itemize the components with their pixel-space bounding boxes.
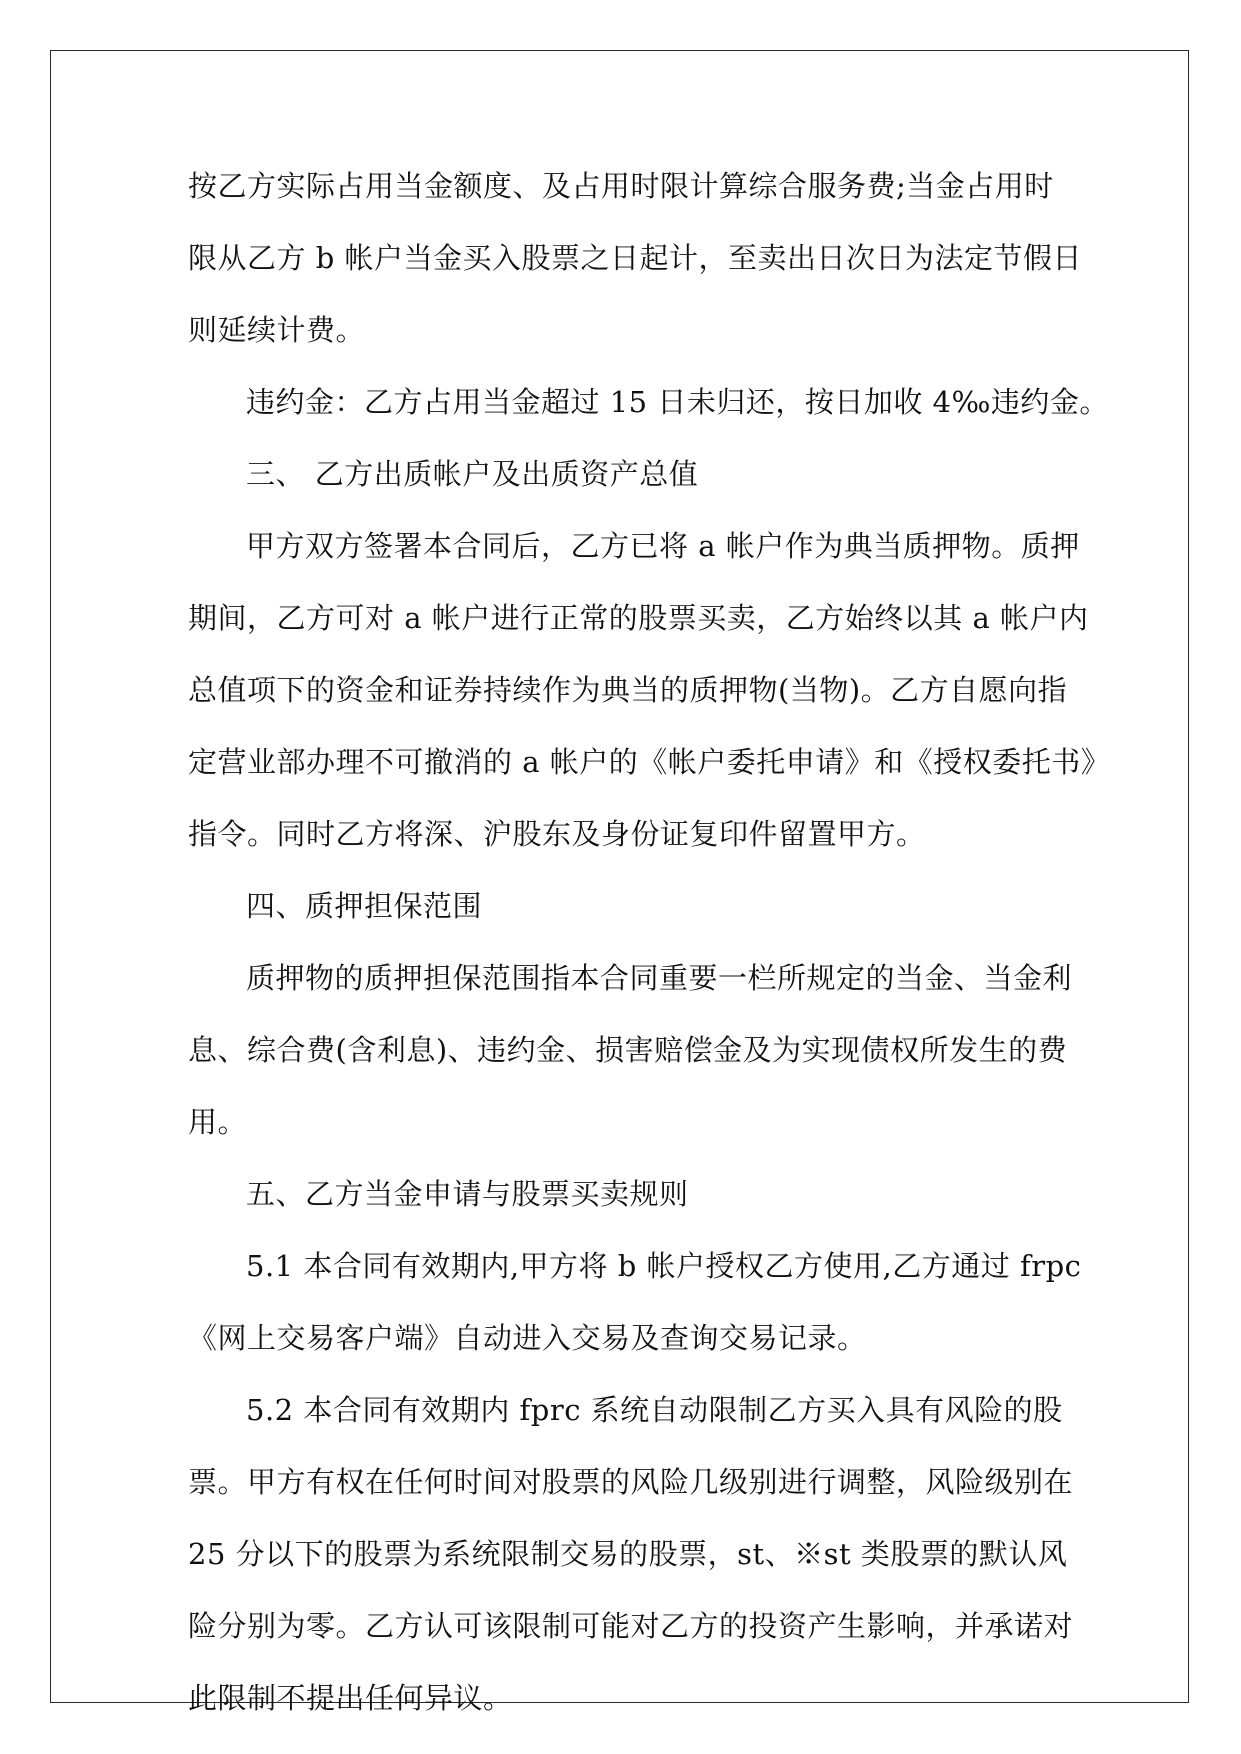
- section-heading-3: 三、 乙方出质帐户及出质资产总值: [246, 457, 699, 491]
- clause-5-1: 5.1 本合同有效期内,甲方将 b 帐户授权乙方使用,乙方通过 frpc: [246, 1249, 1082, 1283]
- body-line: 25 分以下的股票为系统限制交易的股票，st、※st 类股票的默认风: [188, 1537, 1068, 1571]
- body-line: 质押物的质押担保范围指本合同重要一栏所规定的当金、当金利: [246, 961, 1073, 995]
- body-line: 期间，乙方可对 a 帐户进行正常的股票买卖，乙方始终以其 a 帐户内: [188, 601, 1089, 635]
- section-heading-4: 四、质押担保范围: [246, 889, 483, 923]
- body-line: 票。甲方有权在任何时间对股票的风险几级别进行调整，风险级别在: [188, 1465, 1074, 1499]
- body-line: 用。: [188, 1105, 248, 1139]
- body-line: 息、综合费(含利息)、违约金、损害赔偿金及为实现债权所发生的费: [188, 1033, 1068, 1067]
- body-line: 此限制不提出任何异议。: [188, 1681, 513, 1715]
- document-body: [188, 150, 1111, 1734]
- body-line: 险分别为零。乙方认可该限制可能对乙方的投资产生影响，并承诺对: [188, 1609, 1074, 1643]
- section-heading-5: 五、乙方当金申请与股票买卖规则: [246, 1177, 689, 1211]
- body-line: 则延续计费。: [188, 313, 366, 347]
- penalty-paragraph: 违约金：乙方占用当金超过 15 日未归还，按日加收 4‰违约金。: [246, 385, 1109, 419]
- body-line: 总值项下的资金和证券持续作为典当的质押物(当物)。乙方自愿向指: [188, 673, 1068, 707]
- clause-5-2: 5.2 本合同有效期内 fprc 系统自动限制乙方买入具有风险的股: [246, 1393, 1063, 1427]
- body-line: 限从乙方 b 帐户当金买入股票之日起计，至卖出日次日为法定节假日: [188, 241, 1083, 275]
- body-line: 按乙方实际占用当金额度、及占用时限计算综合服务费;当金占用时: [188, 169, 1054, 203]
- body-line: 定营业部办理不可撤消的 a 帐户的《帐户委托申请》和《授权委托书》: [188, 745, 1111, 779]
- body-line: 甲方双方签署本合同后，乙方已将 a 帐户作为典当质押物。质押: [246, 529, 1080, 563]
- body-line: 指令。同时乙方将深、沪股东及身份证复印件留置甲方。: [188, 817, 926, 851]
- body-line: 《网上交易客户端》自动进入交易及查询交易记录。: [188, 1321, 867, 1355]
